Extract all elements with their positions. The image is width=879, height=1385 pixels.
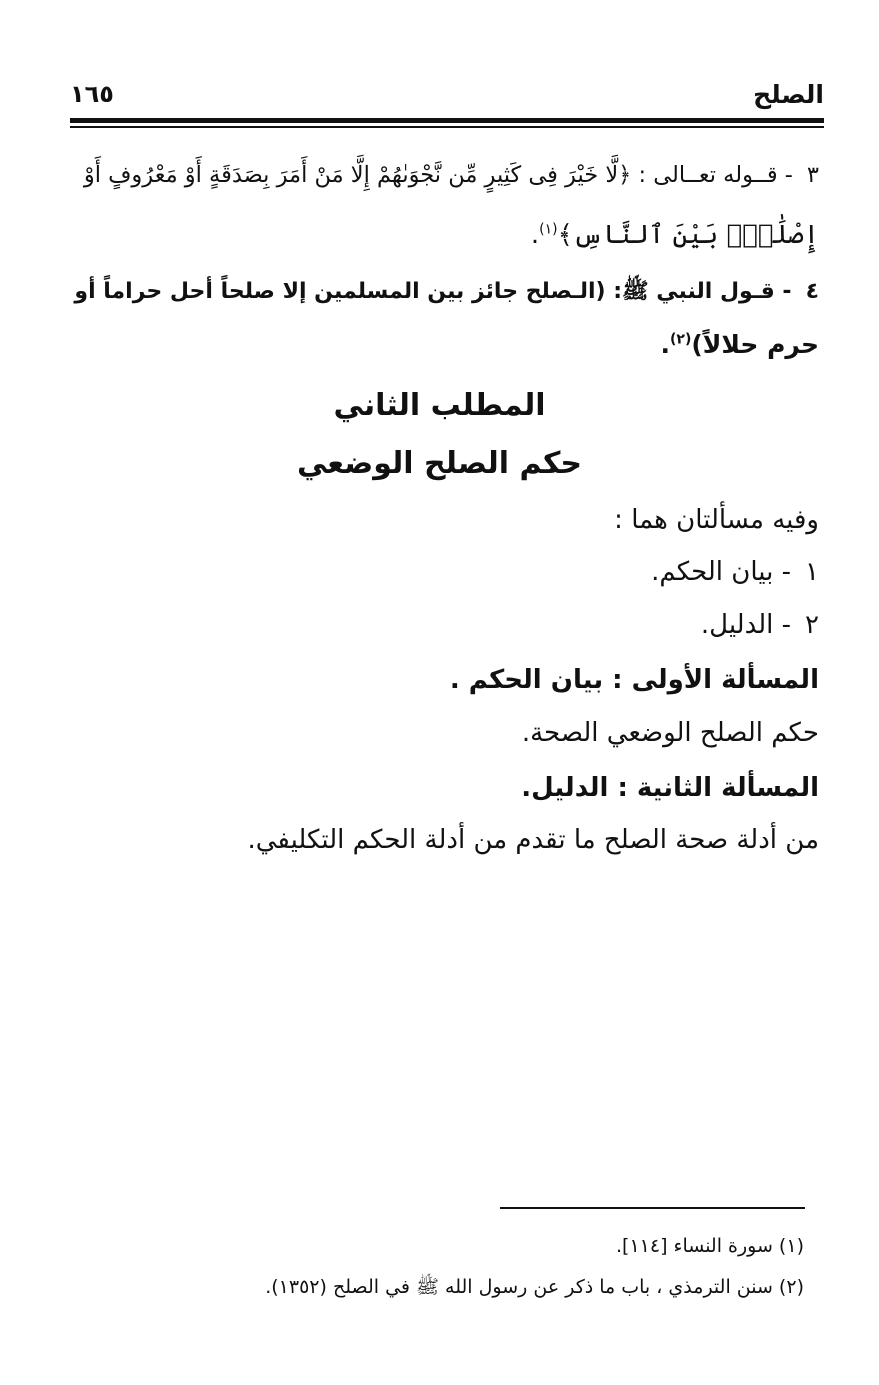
- question-1-heading: المسألة الأولى : بيان الحكم .: [449, 665, 819, 695]
- footnote-ref-1: (١): [539, 221, 558, 238]
- item-3-number: ٣: [806, 162, 819, 188]
- item-3-intro: - قــوله تعــالى :: [638, 162, 793, 188]
- item-4-number: ٤: [805, 279, 819, 304]
- item-3-line-2: [70, 215, 819, 255]
- footnote-ref-2: (٢): [670, 331, 692, 348]
- question-2-heading: المسألة الثانية : الدليل.: [521, 773, 819, 803]
- hadith-text-line-2: حرم حلالاً): [691, 330, 819, 359]
- quran-quote-line-2: إِصْلَٰحٍۭ بَيْنَ ٱلنَّاسِ﴾: [557, 220, 819, 250]
- section-heading: المطلب الثاني: [333, 388, 546, 423]
- header-title: الصلح: [753, 80, 824, 109]
- list-item-number: ١: [805, 557, 819, 587]
- list-item: [70, 552, 819, 592]
- question-2-text: من أدلة صحة الصلح ما تقدم من أدلة الحكم التكليفي.: [247, 825, 819, 855]
- page-header: [70, 80, 824, 120]
- list-item-number: ٢: [805, 610, 819, 640]
- item-4-line-1: [70, 272, 819, 312]
- item-4-end: .: [660, 330, 670, 359]
- question-1-text: حكم الصلح الوضعي الصحة.: [521, 718, 819, 748]
- intro-text: وفيه مسألتان هما :: [614, 505, 819, 535]
- item-4-line-2: [70, 325, 819, 365]
- section-subheading: حكم الصلح الوضعي: [296, 446, 583, 481]
- header-rule-thick: [70, 118, 824, 123]
- footnote-2: (٢) سنن الترمذي ، باب ما ذكر عن رسول الله ﷺ في الصلح (١٣٥٢).: [265, 1276, 804, 1298]
- footnote-1: (١) سورة النساء [١١٤].: [615, 1235, 804, 1257]
- item-3-end: .: [530, 220, 540, 250]
- quran-quote-line-1: ﴿لَّا خَيْرَ فِى كَثِيرٍ مِّن نَّجْوَىٰهُمْ إِلَّا مَنْ أَمَرَ بِصَدَقَةٍ أَوْ مَعْرُوفٍ أَوْ: [83, 162, 632, 188]
- list-item-text: - الدليل.: [700, 610, 792, 640]
- item-3-line-1: [70, 155, 819, 195]
- list-item: [70, 605, 819, 645]
- page-number: ١٦٥: [70, 80, 114, 108]
- list-item-text: - بيان الحكم.: [651, 557, 792, 587]
- footnote-separator: [500, 1207, 805, 1209]
- header-rule-thin: [70, 126, 824, 128]
- hadith-text-line-1: - قـول النبي ﷺ: (الـصلح جائز بين المسلمين إلا صلحاً أحل حراماً أو: [74, 279, 792, 304]
